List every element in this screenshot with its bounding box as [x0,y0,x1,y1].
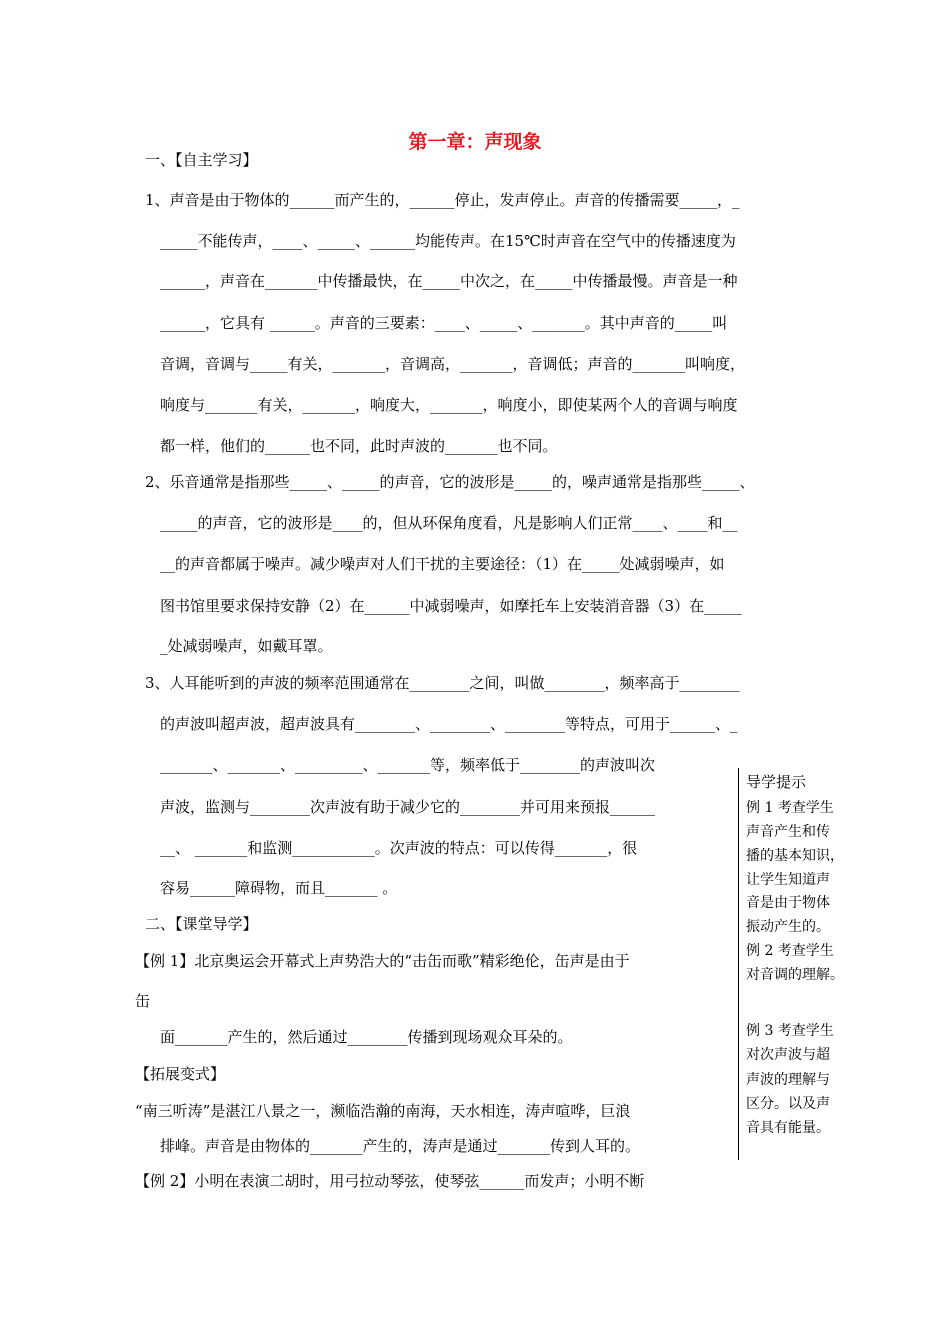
study-tip-line: 让学生知道声 [746,872,830,888]
section2-heading: 二、【课堂导学】 [145,915,258,933]
q2-line-3: __的声音都属于噪声。减少噪声对人们干扰的主要途径：（1）在_____处减弱噪声，如 [160,555,725,573]
page-title: 第一章：声现象 [408,131,542,153]
study-tip-line: 声音产生和传 [746,824,830,840]
variant-line-2: 排峰。声音是由物体的_______产生的，涛声是通过_______传到人耳的。 [160,1137,641,1155]
variant-line-1: “南三听涛”是湛江八景之一，濒临浩瀚的南海，天水相连，涛声喧哗，巨浪 [135,1102,631,1120]
variant-heading: 【拓展变式】 [135,1065,226,1083]
q2-line-5: _处减弱噪声，如戴耳罩。 [160,637,333,655]
q1-line-2: _____不能传声，____、_____、______均能传声。在15℃时声音在空气中的传播速度为 [160,232,736,250]
q1-line-1: 1、声音是由于物体的______而产生的，______停止，发声停止。声音的传播需要_____，_ [145,191,740,209]
q1-line-3: ______，声音在_______中传播最快，在_____中次之，在_____中传播最慢。声音是一种 [160,272,738,290]
study-tip-line: 声波的理解与 [746,1072,830,1088]
q3-line-4: 声波，监测与________次声波有助于减少它的________并可用来预报______ [160,798,656,816]
study-tips-heading: 导学提示 [746,773,807,791]
example-1-label: 【例 1】 [135,952,195,970]
study-tip-line: 例 3 考查学生 [746,1023,834,1039]
q2-line-4: 图书馆里要求保持安静（2）在______中减弱噪声，如摩托车上安装消音器（3）在_____ [160,597,742,615]
section1-heading: 一、【自主学习】 [145,151,258,169]
example-1-line-1 [135,951,630,971]
q3-line-3: _______、_______、_________、_______等，频率低于________的声波叫次 [160,756,656,774]
example-2-text: 小明在表演二胡时，用弓拉动琴弦，使琴弦______而发声；小明不断 [194,1172,645,1190]
q3-line-2: 的声波叫超声波，超声波具有________、________、________等特点，可用于______、_ [160,715,738,733]
q2-line-1: 2、乐音通常是指那些_____、_____的声音，它的波形是_____的，噪声通常是指那些_____、 [145,473,755,491]
example-1-text: 北京奥运会开幕式上声势浩大的“击缶而歌”精彩绝伦，缶声是由于 [194,952,630,970]
study-tip-line: 音是由于物体 [746,895,830,911]
q3-line-5: __、 _______和监测___________。次声波的特点：可以传得_______，很 [160,839,638,857]
study-tip-line: 对次声波与超 [746,1047,830,1063]
q1-line-7: 都一样，他们的______也不同，此时声波的_______也不同。 [160,437,558,455]
example-1-line-2: 缶 [135,992,151,1010]
q1-line-4: ______，它具有 ______。声音的三要素：____、_____、_______。其中声音的_____叫 [160,314,728,332]
example-2-label: 【例 2】 [135,1172,195,1190]
study-tip-line: 区分。以及声 [746,1096,830,1112]
q3-line-6: 容易______障碍物，而且_______ 。 [160,879,398,897]
example-2-line-1 [135,1171,644,1191]
study-tip-line: 例 2 考查学生 [746,943,834,959]
q1-line-5: 音调，音调与_____有关，_______，音调高，_______，音调低；声音的_______叫响度， [160,355,746,373]
study-tip-line: 播的基本知识， [746,848,844,864]
q3-line-1: 3、人耳能听到的声波的频率范围通常在________之间，叫做________，频率高于________ [145,674,740,692]
study-tip-line: 振动产生的。 [746,919,830,935]
q2-line-2: _____的声音，它的波形是____的，但从环保角度看，凡是影响人们正常____、____和__ [160,514,738,532]
q1-line-6: 响度与_______有关，_______，响度大，_______，响度小，即使某两个人的音调与响度 [160,396,738,414]
study-tip-line: 音具有能量。 [746,1120,830,1136]
study-tip-line: 对音调的理解。 [746,967,844,983]
example-1-line-3: 面_______产生的，然后通过________传播到现场观众耳朵的。 [160,1028,573,1046]
study-tip-line: 例 1 考查学生 [746,800,834,816]
